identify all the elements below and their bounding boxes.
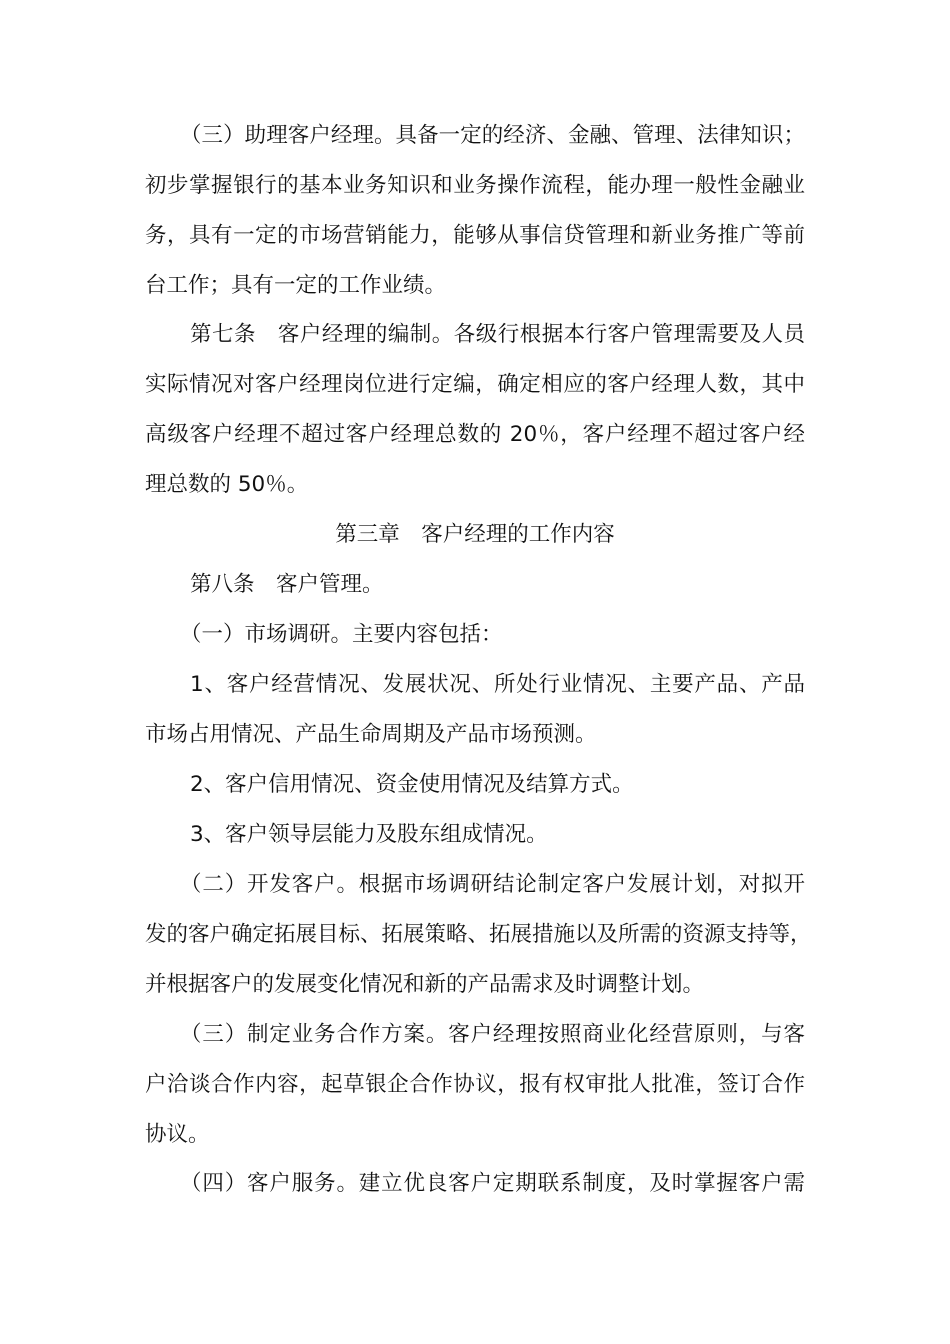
paragraph-line: （二）开发客户。根据市场调研结论制定客户发展计划，对拟开 [180, 872, 805, 897]
list-item: 3、客户领导层能力及股东组成情况。 [190, 822, 548, 847]
list-item: 1、客户经营情况、发展状况、所处行业情况、主要产品、产品 [190, 672, 805, 697]
paragraph-line: （三）助理客户经理。具备一定的经济、金融、管理、法律知识； [180, 123, 805, 148]
paragraph-line: 务，具有一定的市场营销能力，能够从事信贷管理和新业务推广等前 [145, 223, 805, 248]
paragraph-line: 初步掌握银行的基本业务知识和业务操作流程，能办理一般性金融业 [145, 173, 805, 198]
paragraph-line: （四）客户服务。建立优良客户定期联系制度，及时掌握客户需 [180, 1171, 805, 1196]
article-7-line: 第七条 客户经理的编制。各级行根据本行客户管理需要及人员 [190, 322, 805, 347]
paragraph-line: 并根据客户的发展变化情况和新的产品需求及时调整计划。 [145, 972, 705, 997]
article-8-heading: 第八条 客户管理。 [190, 572, 384, 597]
paragraph-line: 台工作；具有一定的工作业绩。 [145, 273, 447, 298]
section-heading: （一）市场调研。主要内容包括： [180, 622, 503, 647]
paragraph-line: 高级客户经理不超过客户经理总数的 20％，客户经理不超过客户经 [145, 422, 805, 447]
paragraph-line: （三）制定业务合作方案。客户经理按照商业化经营原则，与客 [180, 1022, 805, 1047]
list-item: 2、客户信用情况、资金使用情况及结算方式。 [190, 772, 634, 797]
chapter-heading: 第三章 客户经理的工作内容 [335, 522, 615, 547]
paragraph-line: 发的客户确定拓展目标、拓展策略、拓展措施以及所需的资源支持等， [145, 922, 812, 947]
paragraph-line: 户洽谈合作内容，起草银企合作协议，报有权审批人批准，签订合作 [145, 1072, 805, 1097]
paragraph-line: 协议。 [145, 1122, 210, 1147]
paragraph-line: 理总数的 50％。 [145, 472, 309, 497]
paragraph-line: 市场占用情况、产品生命周期及产品市场预测。 [145, 722, 597, 747]
paragraph-line: 实际情况对客户经理岗位进行定编，确定相应的客户经理人数，其中 [145, 372, 805, 397]
